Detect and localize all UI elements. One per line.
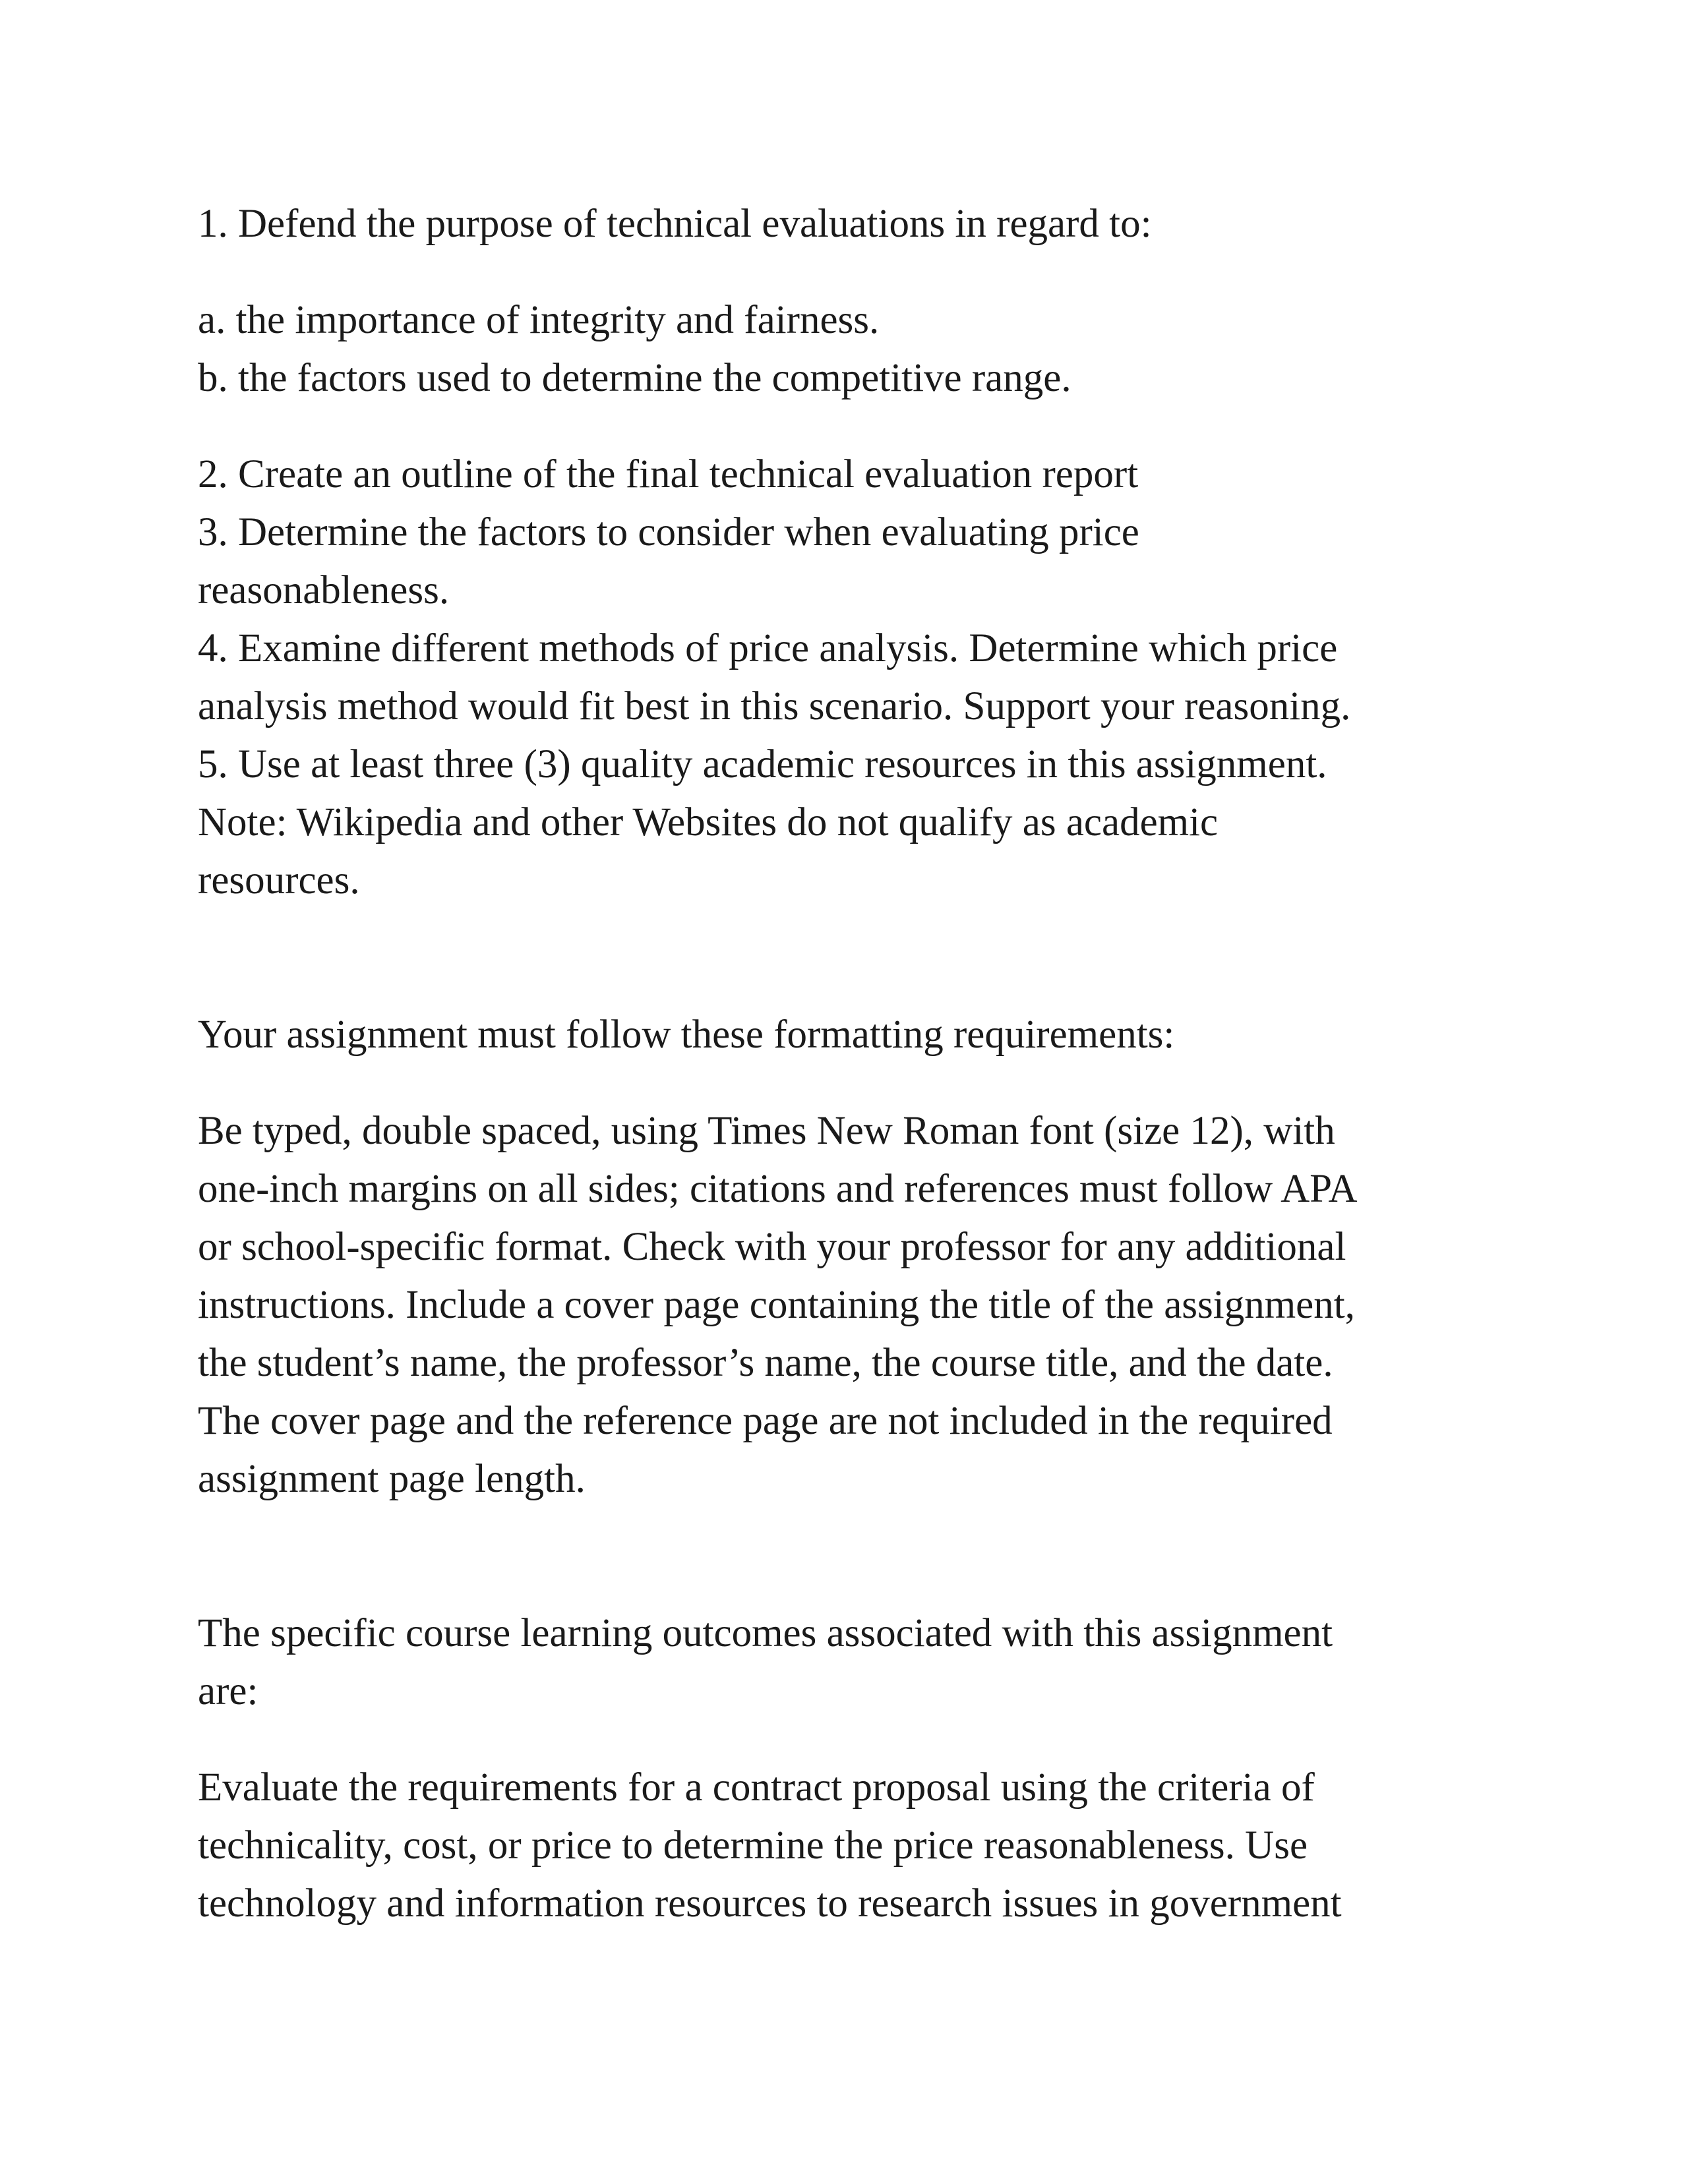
section-spacer bbox=[198, 910, 1490, 1006]
paragraph-spacer bbox=[198, 1721, 1490, 1759]
document-body bbox=[198, 195, 1490, 1933]
paragraph-spacer bbox=[198, 407, 1490, 446]
outcomes-line: technicality, cost, or price to determine the price reasonableness. Use bbox=[198, 1823, 1308, 1868]
outcomes-line: technology and information resources to research issues in government bbox=[198, 1881, 1342, 1926]
paragraph-spacer bbox=[198, 1064, 1490, 1102]
question-5-line-3: resources. bbox=[198, 858, 360, 902]
outcomes-heading-line-1: The specific course learning outcomes associated with this assignment bbox=[198, 1611, 1333, 1655]
section-spacer bbox=[198, 1508, 1490, 1605]
question-5-line-1: 5. Use at least three (3) quality academic resources in this assignment. bbox=[198, 742, 1327, 786]
question-4-line-2: analysis method would fit best in this scenario. Support your reasoning. bbox=[198, 684, 1351, 728]
question-5-line-2: Note: Wikipedia and other Websites do not qualify as academic bbox=[198, 800, 1219, 844]
formatting-line: assignment page length. bbox=[198, 1457, 586, 1501]
question-1-heading: 1. Defend the purpose of technical evaluations in regard to: bbox=[198, 202, 1152, 246]
outcomes-line: Evaluate the requirements for a contract proposal using the criteria of bbox=[198, 1765, 1315, 1810]
outcomes-heading-line-2: are: bbox=[198, 1669, 258, 1713]
formatting-line: the student’s name, the professor’s name, the course title, and the date. bbox=[198, 1341, 1333, 1385]
formatting-line: Be typed, double spaced, using Times New Roman font (size 12), with bbox=[198, 1109, 1335, 1153]
formatting-heading: Your assignment must follow these formatting requirements: bbox=[198, 1013, 1175, 1057]
formatting-line: one-inch margins on all sides; citations and references must follow APA bbox=[198, 1167, 1358, 1211]
question-4-line-1: 4. Examine different methods of price analysis. Determine which price bbox=[198, 626, 1338, 670]
formatting-line: instructions. Include a cover page containing the title of the assignment, bbox=[198, 1283, 1355, 1327]
question-1-item-a: a. the importance of integrity and fairness. bbox=[198, 298, 880, 342]
question-3-line-1: 3. Determine the factors to consider when evaluating price bbox=[198, 510, 1139, 554]
question-1-item-b: b. the factors used to determine the competitive range. bbox=[198, 356, 1071, 400]
formatting-line: The cover page and the reference page are not included in the required bbox=[198, 1399, 1333, 1443]
question-3-line-2: reasonableness. bbox=[198, 568, 450, 612]
formatting-line: or school-specific format. Check with your professor for any additional bbox=[198, 1225, 1346, 1269]
paragraph-spacer bbox=[198, 253, 1490, 291]
question-2: 2. Create an outline of the final technical evaluation report bbox=[198, 452, 1139, 496]
